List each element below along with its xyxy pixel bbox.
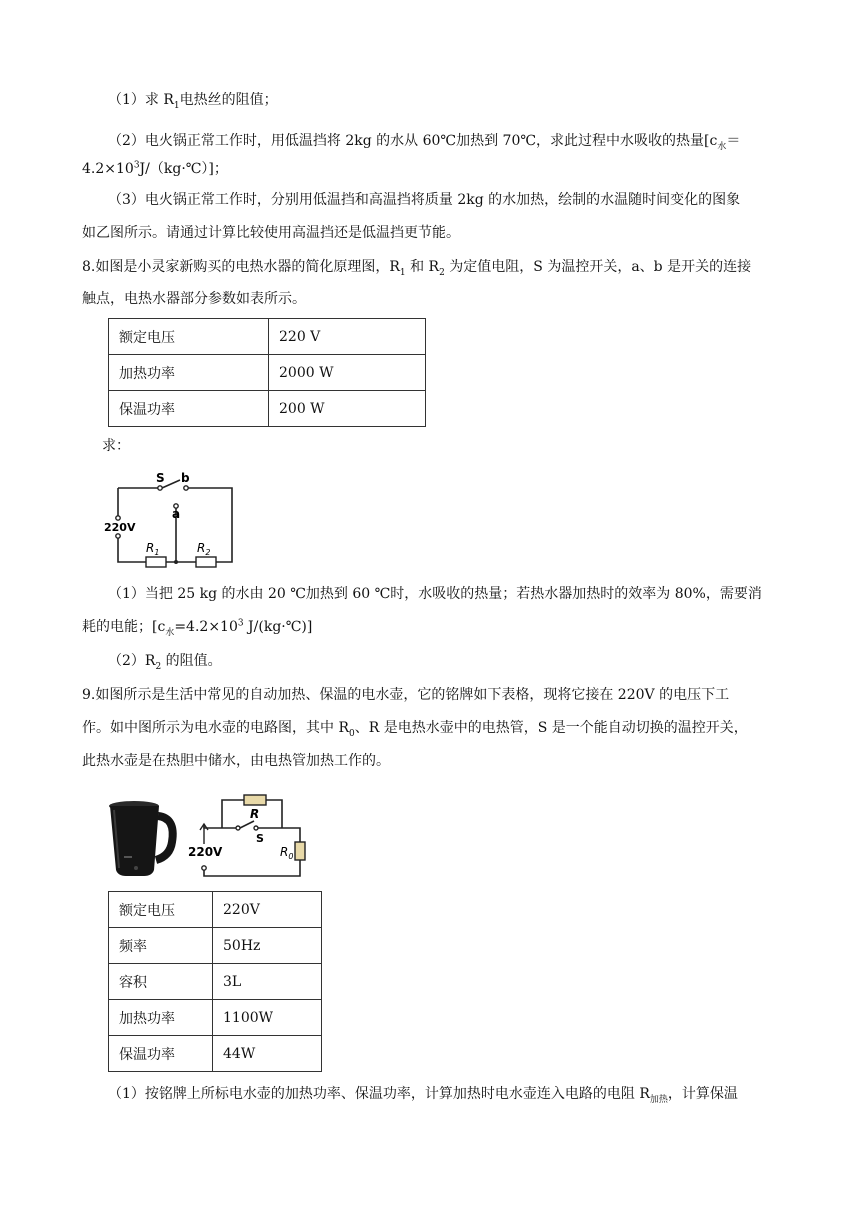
contact-a-label: a: [172, 507, 181, 521]
p8-ask: 求：: [102, 438, 130, 454]
p7-q2-line1: [108, 131, 740, 151]
table-cell: 保温功率: [109, 391, 269, 427]
text: 8.如图是小灵家新购买的电热水器的简化原理图，R: [82, 259, 400, 275]
r1-label: [146, 541, 159, 557]
p8-stem-line2: 触点，电热水器部分参数如表所示。: [82, 291, 306, 307]
text: =4.2×10: [174, 619, 238, 635]
r2-label: [197, 541, 210, 557]
p8-q1-line2: [82, 617, 312, 637]
voltage-label: 220V: [104, 521, 136, 534]
p8-circuit-diagram: [96, 466, 246, 572]
subscript: 2: [205, 548, 211, 557]
text: ，计算保温: [667, 1086, 738, 1102]
text: （2）R: [108, 653, 156, 669]
table-cell: 44W: [213, 1036, 322, 1072]
text: （2）电火锅正常工作时，用低温挡将 2kg 的水从 60℃加热到 70℃，求此过程中水吸收的热量[c: [108, 133, 718, 149]
text: R: [280, 845, 289, 859]
r0-label: [280, 845, 293, 861]
p7-q3-line1: （3）电火锅正常工作时，分别用低温挡和高温挡将质量 2kg 的水加热，绘制的水温随时间变化的图象: [108, 192, 741, 208]
resistor-r1: [146, 557, 166, 567]
p7-q3-line2: 如乙图所示。请通过计算比较使用高温挡还是低温挡更节能。: [82, 225, 460, 241]
kettle-icon: [104, 798, 180, 880]
subscript: 0: [349, 728, 355, 739]
p9-stem-line2: [82, 718, 748, 738]
p7-q2-line2: [82, 159, 228, 179]
table-cell: 频率: [109, 928, 213, 964]
table-cell: 额定电压: [109, 892, 213, 928]
text: 耗的电能；[c: [82, 619, 166, 635]
p8-q2: [108, 651, 222, 671]
r-label: R: [250, 807, 260, 821]
subscript: 2: [155, 661, 162, 672]
switch-s-label: S: [256, 832, 264, 845]
table-cell: 3L: [213, 964, 322, 1000]
resistor-r: [244, 795, 266, 805]
text: R: [197, 541, 206, 555]
text: 的阻值。: [161, 653, 222, 669]
p9-circuit-diagram: [184, 788, 316, 880]
text: 和 R: [405, 259, 440, 275]
resistor-r2: [196, 557, 216, 567]
table-cell: 加热功率: [109, 355, 269, 391]
subscript: 1: [173, 100, 180, 111]
table-cell: 保温功率: [109, 1036, 213, 1072]
voltage-label: 220V: [188, 845, 223, 859]
text: 作。如中图所示为电水壶的电路图，其中 R: [82, 720, 349, 736]
text: 4.2×10: [82, 161, 134, 177]
subscript: 加热: [649, 1094, 668, 1105]
p8-stem-line1: [82, 257, 751, 277]
table-cell: 50Hz: [213, 928, 322, 964]
table-cell: 额定电压: [109, 319, 269, 355]
text: 为定值电阻，S 为温控开关，a、b 是开关的连接: [444, 259, 752, 275]
table-cell: 1100W: [213, 1000, 322, 1036]
table-cell: 容积: [109, 964, 213, 1000]
text: ＝: [726, 133, 741, 149]
text: （1）求 R: [108, 92, 174, 108]
subscript: 0: [288, 852, 294, 861]
subscript: 2: [439, 267, 445, 278]
switch-s-label: S: [156, 471, 165, 485]
resistor-r0: [295, 842, 305, 860]
p7-q1: [108, 90, 278, 110]
subscript: 水: [165, 627, 175, 638]
subscript: 1: [154, 548, 160, 557]
text: （1）按铭牌上所标电水壶的加热功率、保温功率，计算加热时电水壶连入电路的电阻 R: [108, 1086, 650, 1102]
subscript: 水: [717, 141, 727, 152]
table-cell: 加热功率: [109, 1000, 213, 1036]
table-row: [109, 1000, 322, 1036]
table-cell: 200 W: [269, 391, 426, 427]
text: J/（kg·℃）]；: [139, 161, 228, 177]
table-row: [109, 319, 426, 355]
contact-b-label: b: [181, 471, 190, 485]
p9-stem-line1: 9.如图所示是生活中常见的自动加热、保温的电水壶，它的铭牌如下表格，现将它接在 220V 的电压下工: [82, 687, 730, 703]
table-row: [109, 355, 426, 391]
table-row: [109, 964, 322, 1000]
p8-q1-line1: （1）当把 25 kg 的水由 20 ℃加热到 60 ℃时，水吸收的热量；若热水器加热时的效率为 80%，需要消: [108, 586, 762, 602]
subscript: 1: [399, 267, 406, 278]
text: 、R 是电热水壶中的电热管，S 是一个能自动切换的温控开关，: [354, 720, 748, 736]
table-row: [109, 1036, 322, 1072]
text: 电热丝的阻值；: [179, 92, 278, 108]
superscript: 3: [237, 618, 244, 629]
table-row: [109, 391, 426, 427]
table-row: [109, 928, 322, 964]
table-row: [109, 892, 322, 928]
text: R: [146, 541, 155, 555]
superscript: 3: [133, 160, 140, 171]
table-cell: 220 V: [269, 319, 426, 355]
p9-stem-line3: 此热水壶是在热胆中储水，由电热管加热工作的。: [82, 753, 390, 769]
text: J/(kg·℃)]: [243, 619, 313, 635]
p9-q1-line1: [108, 1084, 738, 1104]
p9-spec-table: [108, 891, 322, 1072]
p8-spec-table: [108, 318, 426, 427]
table-cell: 220V: [213, 892, 322, 928]
table-cell: 2000 W: [269, 355, 426, 391]
